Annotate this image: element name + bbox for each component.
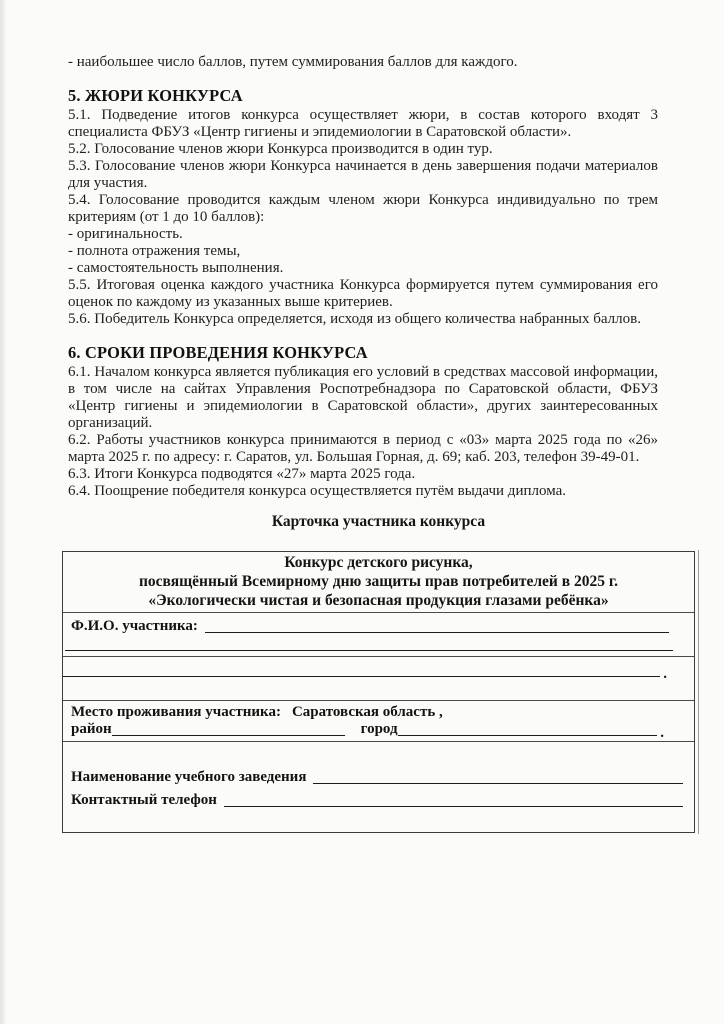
school-label: Наименование учебного заведения <box>71 769 307 785</box>
city-blank-line <box>398 735 658 736</box>
participant-card-section <box>62 505 695 833</box>
participant-card-heading: Карточка участника конкурса <box>271 513 486 530</box>
residence-label: Место проживания участника: <box>71 704 281 720</box>
card-row-school-phone <box>63 741 694 832</box>
participant-card-table <box>62 551 695 833</box>
paragraph-5-5: 5.5. Итоговая оценка каждого участника Конкурса формируется путем суммирования его оценок по каждому из указанных выше критериев. <box>68 277 658 310</box>
card-header-line-1: Конкурс детского рисунка, <box>284 554 473 571</box>
section-5-title: 5. ЖЮРИ КОНКУРСА <box>68 86 243 105</box>
section-6-title: 6. СРОКИ ПРОВЕДЕНИЯ КОНКУРСА <box>68 343 368 362</box>
document-body <box>68 54 658 500</box>
card-row-fio <box>63 612 694 656</box>
card-row-residence <box>63 700 694 741</box>
paragraph-6-2: 6.2. Работы участников конкурса принимаются в период с «03» марта 2025 года по «26» марта 2025 г. по адресу: г. Саратов, ул. Большая Горная, д. 69; каб. 203, телефон 39-49-01. <box>68 432 658 465</box>
fio-blank-line-3 <box>63 676 660 677</box>
city-label: город <box>360 721 398 737</box>
district-blank-line <box>112 735 345 736</box>
criteria-item-independence: - самостоятельность выполнения. <box>68 260 284 276</box>
fio-blank-line-2 <box>65 650 673 651</box>
paragraph-5-3: 5.3. Голосование членов жюри Конкурса начинается в день завершения подачи материалов для участия. <box>68 158 658 191</box>
paragraph-6-1: 6.1. Началом конкурса является публикация его условий в средствах массовой информации, в том числе на сайтах Управления Роспотребнадзора по Саратовской области, ФБУЗ «Центр гигиены и эпидемиологии в Саратовской области», других заинтересованных организаций. <box>68 364 658 431</box>
paragraph-intro: - наибольшее число баллов, путем суммирования баллов для каждого. <box>68 54 518 70</box>
criteria-item-originality: - оригинальность. <box>68 226 183 242</box>
paragraph-6-4: 6.4. Поощрение победителя конкурса осуществляется путём выдачи диплома. <box>68 483 566 499</box>
fio-label: Ф.И.О. участника: <box>71 618 198 634</box>
card-header-line-2: посвящённый Всемирному дню защиты прав потребителей в 2025 г. <box>138 573 619 590</box>
paragraph-5-6: 5.6. Победитель Конкурса определяется, исходя из общего количества набранных баллов. <box>68 311 641 327</box>
line-end-period: . <box>663 666 667 682</box>
phone-blank-line <box>224 806 683 807</box>
paragraph-6-3: 6.3. Итоги Конкурса подводятся «27» марта 2025 года. <box>68 466 416 482</box>
fio-blank-line <box>205 632 669 633</box>
phone-label: Контактный телефон <box>71 792 217 808</box>
paragraph-5-1: 5.1. Подведение итогов конкурса осуществляет жюри, в состав которого входят 3 специалиста ФБУЗ «Центр гигиены и эпидемиологии в Саратовской области». <box>68 107 658 140</box>
paragraph-5-2: 5.2. Голосование членов жюри Конкурса производится в один тур. <box>68 141 493 157</box>
line-end-period: . <box>660 725 664 741</box>
district-label: район <box>71 721 112 737</box>
card-header-cell <box>63 552 694 612</box>
school-blank-line <box>313 783 683 784</box>
criteria-item-completeness: - полнота отражения темы, <box>68 243 241 259</box>
card-row-fio-continued <box>63 656 694 700</box>
card-header-line-3: «Экологически чистая и безопасная продукция глазами ребёнка» <box>148 592 609 609</box>
residence-value: Саратовская область , <box>291 704 443 720</box>
paragraph-5-4: 5.4. Голосование проводится каждым членом жюри Конкурса индивидуально по трем критериям (от 1 до 10 баллов): <box>68 192 658 225</box>
